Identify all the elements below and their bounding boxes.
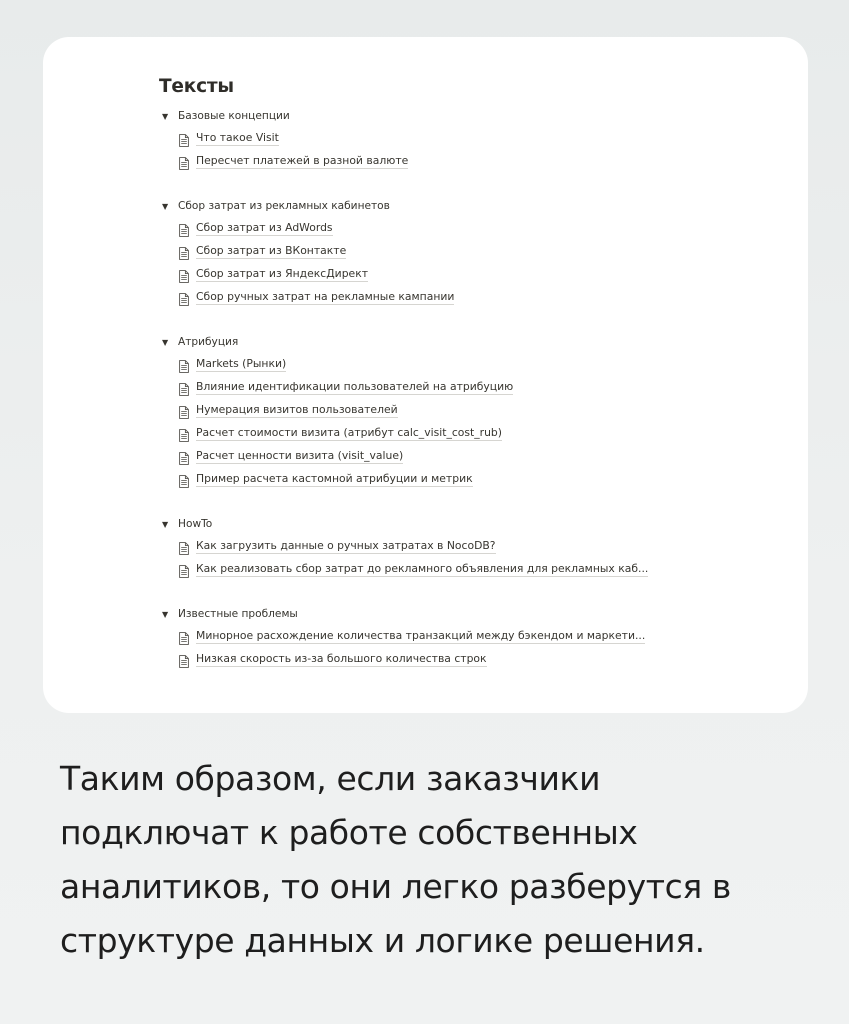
document-icon	[179, 381, 189, 394]
page-link-label[interactable]: Сбор затрат из ЯндексДирект	[196, 267, 369, 280]
toggle-header[interactable]	[159, 106, 779, 126]
page-link[interactable]	[159, 353, 779, 376]
document-icon	[179, 404, 189, 417]
document-icon	[179, 427, 189, 440]
toggle-title: Атрибуция	[178, 336, 239, 348]
page-link-label[interactable]: Нумерация визитов пользователей	[196, 403, 398, 416]
page-link-label[interactable]: Низкая скорость из-за большого количества строк	[196, 652, 487, 665]
page-link[interactable]	[159, 240, 779, 263]
page-link-label[interactable]: Влияние идентификации пользователей на атрибуцию	[196, 380, 514, 393]
toggle-section	[159, 604, 779, 671]
document-icon	[179, 563, 189, 576]
document-icon	[179, 245, 189, 258]
toggle-title: Базовые концепции	[178, 110, 290, 122]
triangle-down-icon[interactable]: ▼	[162, 111, 169, 121]
page-link[interactable]	[159, 217, 779, 240]
page-link-label[interactable]: Минорное расхождение количества транзакций между бэкендом и маркети...	[196, 629, 646, 642]
caption-line: Таким образом, если заказчики	[60, 759, 601, 798]
caption-text	[60, 752, 820, 968]
page-link[interactable]	[159, 422, 779, 445]
page-link-label[interactable]: Как реализовать сбор затрат до рекламного объявления для рекламных каб...	[196, 562, 649, 575]
page-link-label[interactable]: Расчет ценности визита (visit_value)	[196, 449, 404, 462]
caption-line: подключат к работе собственных	[60, 813, 638, 852]
page-link[interactable]	[159, 535, 779, 558]
page-link[interactable]	[159, 445, 779, 468]
page-link-label[interactable]: Пересчет платежей в разной валюте	[196, 154, 409, 167]
page-link[interactable]	[159, 625, 779, 648]
page-link[interactable]	[159, 399, 779, 422]
page-title: Тексты	[159, 76, 234, 97]
toggle-title: HowTo	[178, 518, 213, 530]
toggle-title: Сбор затрат из рекламных кабинетов	[178, 200, 390, 212]
page-link-label[interactable]: Пример расчета кастомной атрибуции и метрик	[196, 472, 473, 485]
page-link[interactable]	[159, 558, 779, 581]
triangle-down-icon[interactable]: ▼	[162, 519, 169, 529]
page-link[interactable]	[159, 468, 779, 491]
page-content	[159, 75, 779, 694]
section-list	[159, 106, 779, 671]
triangle-down-icon[interactable]: ▼	[162, 337, 169, 347]
toggle-header[interactable]	[159, 514, 779, 534]
toggle-header[interactable]	[159, 604, 779, 624]
document-icon	[179, 268, 189, 281]
page-link-label[interactable]: Как загрузить данные о ручных затратах в NocoDB?	[196, 539, 496, 552]
document-icon	[179, 540, 189, 553]
toggle-section	[159, 196, 779, 309]
document-icon	[179, 291, 189, 304]
toggle-header[interactable]	[159, 332, 779, 352]
page-link-label[interactable]: Что такое Visit	[196, 131, 279, 144]
caption-line: аналитиков, то они легко разберутся в	[60, 867, 731, 906]
document-icon	[179, 132, 189, 145]
document-icon	[179, 358, 189, 371]
page-link[interactable]	[159, 648, 779, 671]
triangle-down-icon[interactable]: ▼	[162, 201, 169, 211]
document-icon	[179, 630, 189, 643]
toggle-section	[159, 332, 779, 491]
page-link-label[interactable]: Сбор затрат из ВКонтакте	[196, 244, 347, 257]
page-link[interactable]	[159, 150, 779, 173]
page-link-label[interactable]: Markets (Рынки)	[196, 357, 287, 370]
document-icon	[179, 222, 189, 235]
caption-line: структуре данных и логике решения.	[60, 921, 705, 960]
document-icon	[179, 473, 189, 486]
page-link-label[interactable]: Расчет стоимости визита (атрибут calc_visit_cost_rub)	[196, 426, 502, 439]
page-link-label[interactable]: Сбор ручных затрат на рекламные кампании	[196, 290, 455, 303]
toggle-title: Известные проблемы	[178, 608, 298, 620]
page-link[interactable]	[159, 263, 779, 286]
toggle-header[interactable]	[159, 196, 779, 216]
toggle-section	[159, 106, 779, 173]
triangle-down-icon[interactable]: ▼	[162, 609, 169, 619]
screenshot-card	[43, 37, 808, 713]
page-link-label[interactable]: Сбор затрат из AdWords	[196, 221, 333, 234]
document-icon	[179, 155, 189, 168]
toggle-section	[159, 514, 779, 581]
page-link[interactable]	[159, 286, 779, 309]
page-link[interactable]	[159, 376, 779, 399]
page-link[interactable]	[159, 127, 779, 150]
document-icon	[179, 653, 189, 666]
document-icon	[179, 450, 189, 463]
